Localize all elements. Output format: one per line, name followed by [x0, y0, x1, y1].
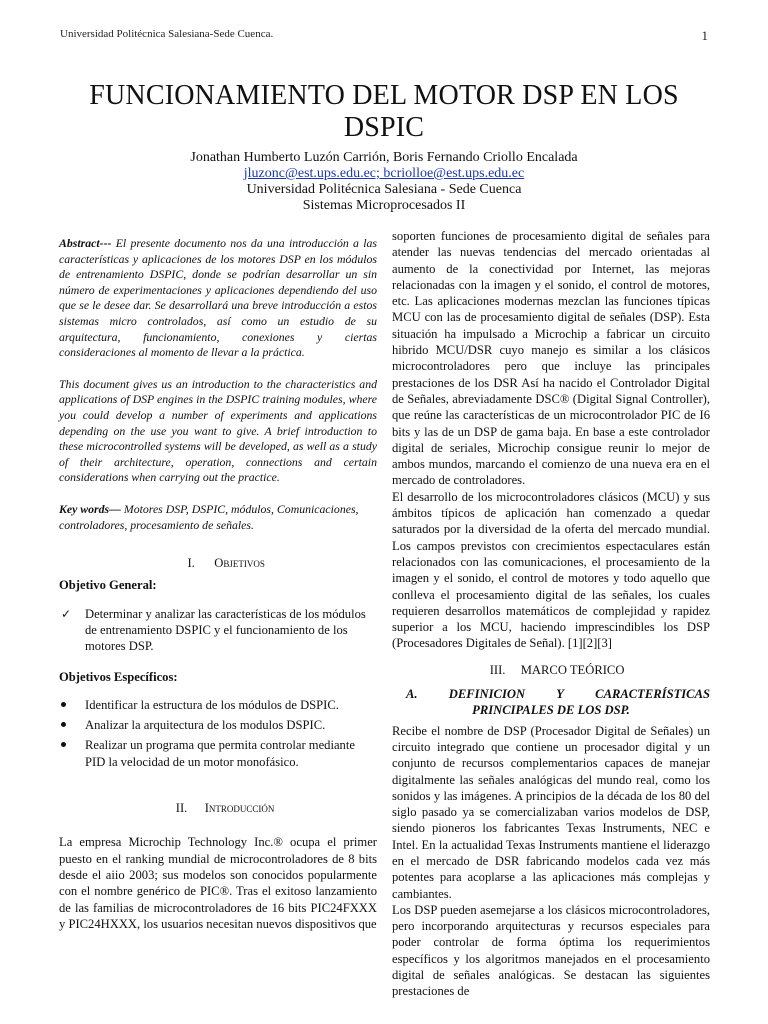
intro-paragraph: La empresa Microchip Technology Inc.® ocupa el primer puesto en el ranking mundial de microcontroladores de 8 bits desde el aiio 2003; sus modelos son conocidos popularmente con el nombre genérico de PIC®. Tras el exitoso lanzamiento de las familias de microcontroladores de 16 bits PIC24FXXX y PIC24HXXX, los usuarios necesitan nuevos dispositivos que — [59, 835, 377, 931]
list-item — [59, 737, 377, 770]
section-title: Introducción — [204, 801, 275, 816]
list-item — [59, 697, 377, 713]
specific-objectives-label: Objetivos Específicos: — [59, 669, 178, 684]
section-number: III. — [489, 662, 506, 677]
subsection-heading-line1 — [392, 686, 710, 702]
page-number: 1 — [701, 28, 708, 43]
paper-title: FUNCIONAMIENTO DEL MOTOR DSP EN LOS DSPIC — [89, 80, 679, 143]
section-heading-objetivos — [59, 555, 377, 571]
subsection-word: DEFINICION — [448, 687, 526, 702]
email-link[interactable]: jluzonc@est.ups.edu.ec; bcriolloe@est.ups.edu.ec — [243, 166, 525, 181]
section-number: I. — [187, 556, 195, 571]
keywords-text: Motores DSP, DSPIC, módulos, Comunicaciones, controladores, procesamiento de señales. — [59, 501, 359, 532]
section-title: Objetivos — [214, 556, 265, 571]
author-emails — [60, 166, 708, 182]
subsection-word: Y — [556, 687, 564, 702]
section-heading-marco-teorico — [392, 662, 710, 678]
list-item-text: Realizar un programa que permita controlar mediante PID la velocidad de un motor monofásico. — [85, 738, 355, 769]
course-name: Sistemas Microprocesados II — [302, 198, 466, 213]
body-paragraph-2: El desarrollo de los microcontroladores clásicos (MCU) y sus ámbitos típicos de aplicación han comenzado a quedar saturados por la diversidad de la oferta del mercado mundial. Los campos previstos con crecimientos espectaculares están relacionados con las comunicaciones, el procesamiento de la imagen y el sonido, el control de motores y todo aquello que conlleva el procesamiento digital de las señales, los cuales requieren desarrollos matemáticos de complejidad y rapidez superior a los MCU, haciendo imprescindibles los DSP (Procesadores Digitales de Señal). [1][2][3] — [392, 489, 710, 651]
checkmark-icon: ✓ — [61, 606, 72, 621]
general-objective-list — [59, 606, 377, 655]
general-objective-label: Objetivo General: — [59, 578, 157, 593]
section-number: II. — [175, 801, 188, 816]
title-block — [60, 80, 708, 214]
keywords — [59, 502, 377, 533]
bullet-icon — [61, 702, 66, 707]
list-item-text: Determinar y analizar las características de los módulos de entrenamiento DSPIC y el funcionamiento de los motores DSP. — [85, 606, 366, 654]
running-header-institution: Universidad Politécnica Salesiana-Sede Cuenca. — [60, 28, 274, 40]
affiliation: Universidad Politécnica Salesiana - Sede Cuenca — [246, 182, 522, 197]
abstract-spanish — [59, 236, 377, 361]
body-paragraph-3: Recibe el nombre de DSP (Procesador Digital de Señales) un circuito integrado que contiene un procesador digital y un conjunto de recursos complementarios capaces de manejar digitalmente las señales analógicas del mundo real, como los sonidos y las imágenes. A principios de la década de los 80 del siglo pasado ya se comercializaban varios modelos de DSP, siendo pioneros los fabricantes Texas Instruments, NEC e Intel. En la actualidad Texas Instruments mantiene el liderazgo en el mercado de DSR fabricando modelos cada vez más potentes para acoplarse a las aplicaciones más complejas y cambiantes. — [392, 723, 710, 901]
subsection-letter: A. — [406, 687, 418, 702]
right-column — [392, 228, 710, 1000]
authors: Jonathan Humberto Luzón Carrión, Boris Fernando Criollo Encalada — [190, 150, 578, 165]
section-title: MARCO TEÓRICO — [520, 662, 625, 677]
specific-objectives-list — [59, 697, 377, 770]
list-item — [59, 606, 377, 655]
abstract-label: Abstract--- — [59, 236, 112, 250]
list-item-text: Analizar la arquitectura de los modulos DSPIC. — [85, 718, 326, 733]
body-paragraph-4: Los DSP pueden asemejarse a los clásicos microcontroladores, pero incorporando arquitecturas y recursos especiales para poder controlar de forma óptima los requerimientos específicos y los algoritmos manejados en el procesamiento digital de señales analógicas. Se destacan las siguientes prestaciones de — [392, 902, 710, 999]
subsection-heading-line2: PRINCIPALES DE LOS DSP. — [472, 703, 630, 718]
page-header — [60, 28, 708, 44]
body-paragraph-1: soporten funciones de procesamiento digital de señales para atender las nuevas tendencias del mercado orientadas al aumento de la conectividad por Internet, las mejoras relacionadas con la imagen y el sonido, el control de motores, etc. Las aplicaciones modernas mezclan las funciones típicas MCU con las de procesamiento digital de señales (DSP). Esta situación ha impulsado a Microchip a fabricar un circuito hibrido MCU/DSR cuyo manejo es similar a los clásicos microcontroladores pero que incluye las principales prestaciones de los DSR Así ha nacido el Controlador Digital de Señales, abreviadamente DSC® (Digital Signal Controller), que reúne las características de un microcontrolador PIC de I6 bits y las de un DSP de gama baja. En base a este controlador digital de seriales, Microchip consigue reunir lo mejor de ambos mundos, marcando el comienzo de una nueva era en el mercado de controladores. — [392, 229, 710, 488]
left-column — [59, 228, 377, 932]
list-item — [59, 717, 377, 733]
list-item-text: Identificar la estructura de los módulos de DSPIC. — [85, 697, 339, 712]
bullet-icon — [61, 742, 66, 747]
keywords-label: Key words— — [59, 501, 121, 516]
abstract-text-es: El presente documento nos da una introducción a las características y aplicaciones de los motores DSP en los módulos de entrenamiento DSPIC, donde se podrían desarrollar un sin número de experimentaciones y aplicaciones dependiendo del uso que se le desee dar. Se desarrollará una breve introducción a estos sistemas micro controlados, así como un estudio de su arquitectura, funcionamiento, conexiones y ciertas consideraciones al momento de llevar a la práctica. — [59, 236, 377, 360]
bullet-icon — [61, 722, 66, 727]
abstract-english: This document gives us an introduction to the characteristics and applications of DSP engines in the DSPIC training modules, where you could develop a number of experiments and applications depending on the use you want to give. A brief introduction to these microcontrolled systems will be developed, as well as a study of their architecture, operation, connections and certain considerations when carrying out the practice. — [59, 376, 377, 485]
subsection-word: CARACTERÍSTICAS — [595, 687, 710, 702]
section-heading-introduccion — [59, 800, 377, 816]
subsection-heading — [392, 686, 710, 719]
